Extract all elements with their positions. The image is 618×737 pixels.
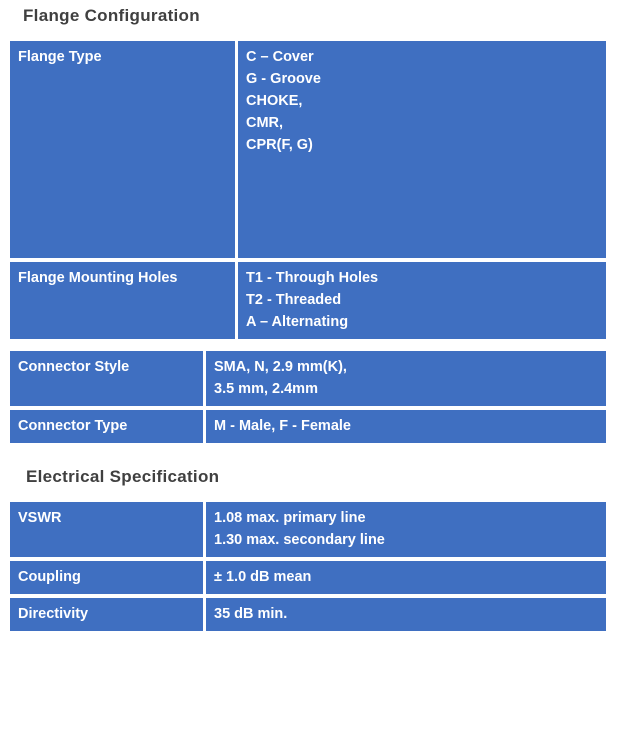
electrical-specification-table: [10, 498, 606, 635]
section-title-electrical-specification: Electrical Specification: [26, 467, 220, 487]
row-label-connector-style: Connector Style: [10, 351, 206, 406]
row-label-vswr: VSWR: [10, 502, 206, 557]
value-line: 1.08 max. primary line: [214, 510, 366, 527]
value-line: ± 1.0 dB mean: [214, 569, 312, 586]
row-value-connector-style: [206, 351, 606, 406]
value-line: CPR(F, G): [246, 137, 313, 154]
value-line: 35 dB min.: [214, 606, 288, 623]
table-row: [10, 410, 606, 443]
value-line: 3.5 mm, 2.4mm: [214, 381, 318, 398]
row-value-connector-type: [206, 410, 606, 443]
value-line: SMA, N, 2.9 mm(K),: [214, 359, 347, 376]
row-label-flange-mounting-holes: Flange Mounting Holes: [10, 262, 238, 339]
value-line: M - Male, F - Female: [214, 418, 351, 435]
row-value-flange-mounting-holes: [238, 262, 606, 339]
row-label-coupling: Coupling: [10, 561, 206, 594]
value-line: CMR,: [246, 115, 284, 132]
row-value-coupling: [206, 561, 606, 594]
row-value-vswr: [206, 502, 606, 557]
row-value-directivity: [206, 598, 606, 631]
row-label-directivity: Directivity: [10, 598, 206, 631]
value-line: T2 - Threaded: [246, 292, 342, 309]
table-row: [10, 41, 606, 258]
table-row: [10, 502, 606, 557]
row-label-connector-type: Connector Type: [10, 410, 206, 443]
table-row: [10, 351, 606, 406]
value-line: A – Alternating: [246, 314, 349, 331]
value-line: CHOKE,: [246, 93, 303, 110]
row-label-flange-type: Flange Type: [10, 41, 238, 258]
connector-table: [10, 347, 606, 447]
row-value-flange-type: [238, 41, 606, 258]
value-line: C – Cover: [246, 49, 314, 65]
value-line: T1 - Through Holes: [246, 270, 379, 286]
section-title-flange-configuration: Flange Configuration: [23, 6, 200, 25]
table-row: [10, 561, 606, 594]
value-line: G - Groove: [246, 71, 321, 88]
flange-configuration-table: [10, 37, 606, 343]
table-row: [10, 262, 606, 339]
table-row: [10, 598, 606, 631]
value-line: 1.30 max. secondary line: [214, 532, 385, 549]
